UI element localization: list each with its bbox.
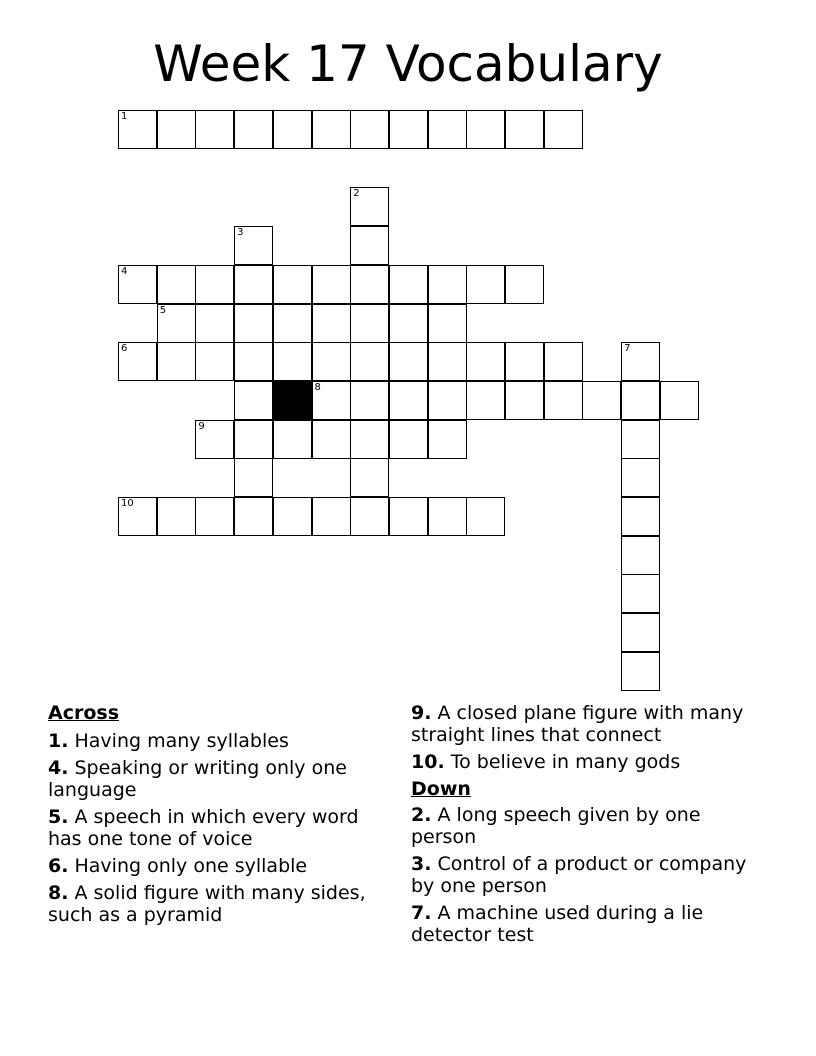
grid-cell[interactable] xyxy=(350,458,389,497)
clue-across-1 xyxy=(48,730,393,752)
grid-cell[interactable] xyxy=(428,304,467,343)
cell-letter-input[interactable] xyxy=(274,266,311,303)
cell-letter-input[interactable] xyxy=(313,343,350,380)
grid-cell[interactable] xyxy=(505,342,544,381)
cell-letter-input[interactable] xyxy=(235,305,272,342)
cell-letter-input[interactable] xyxy=(235,421,272,458)
grid-cell[interactable] xyxy=(118,265,157,304)
cell-letter-input[interactable] xyxy=(235,498,272,535)
clue-text: A speech in which every word has one tone of voice xyxy=(48,806,359,850)
cell-letter-input[interactable] xyxy=(351,305,388,342)
cell-letter-input[interactable] xyxy=(351,459,388,496)
cell-letter-input[interactable] xyxy=(467,266,504,303)
grid-cell[interactable] xyxy=(350,226,389,265)
grid-cell[interactable] xyxy=(195,342,234,381)
cell-letter-input[interactable] xyxy=(351,421,388,458)
grid-cell[interactable] xyxy=(428,110,467,149)
grid-cell[interactable] xyxy=(312,381,351,420)
cell-letter-input[interactable] xyxy=(429,421,466,458)
cell-letter-input[interactable] xyxy=(158,305,195,342)
cell-letter-input[interactable] xyxy=(235,111,272,148)
cell-letter-input[interactable] xyxy=(313,111,350,148)
cell-letter-input[interactable] xyxy=(622,421,659,458)
grid-cell[interactable] xyxy=(350,110,389,149)
grid-cell[interactable] xyxy=(621,342,660,381)
clue-across-6 xyxy=(48,855,393,877)
grid-cell[interactable] xyxy=(195,110,234,149)
grid-cell[interactable] xyxy=(273,497,312,536)
grid-cell[interactable] xyxy=(118,110,157,149)
clue-number: 8. xyxy=(48,882,69,904)
clue-across-4 xyxy=(48,757,393,801)
clue-number: 7. xyxy=(411,902,432,924)
clue-text: A machine used during a lie detector test xyxy=(411,902,704,946)
cell-letter-input[interactable] xyxy=(622,459,659,496)
clue-text: A solid figure with many sides, such as a pyramid xyxy=(48,882,366,926)
grid-cell[interactable] xyxy=(157,497,196,536)
cell-letter-input[interactable] xyxy=(235,343,272,380)
grid-cell[interactable] xyxy=(466,342,505,381)
cell-letter-input[interactable] xyxy=(274,421,311,458)
grid-cell[interactable] xyxy=(312,497,351,536)
grid-cell[interactable] xyxy=(234,420,273,459)
cell-letter-input[interactable] xyxy=(351,266,388,303)
cell-letter-input[interactable] xyxy=(545,382,582,419)
clue-text: Having many syllables xyxy=(74,730,289,752)
cell-letter-input[interactable] xyxy=(622,537,659,574)
grid-cell[interactable] xyxy=(582,381,621,420)
grid-cell[interactable] xyxy=(505,381,544,420)
grid-cell[interactable] xyxy=(428,381,467,420)
cell-letter-input[interactable] xyxy=(622,614,659,651)
cell-letter-input[interactable] xyxy=(661,382,698,419)
cell-letter-input[interactable] xyxy=(390,421,427,458)
grid-cell[interactable] xyxy=(273,265,312,304)
cell-letter-input[interactable] xyxy=(196,498,233,535)
clue-across-10 xyxy=(411,751,771,773)
grid-cell[interactable] xyxy=(195,304,234,343)
grid-cell[interactable] xyxy=(621,613,660,652)
grid-cell[interactable] xyxy=(350,342,389,381)
cell-number: 3 xyxy=(237,227,244,239)
clue-text: Having only one syllable xyxy=(74,855,308,877)
grid-cell[interactable] xyxy=(195,497,234,536)
cell-letter-input[interactable] xyxy=(196,266,233,303)
grid-cell[interactable] xyxy=(273,342,312,381)
grid-cell[interactable] xyxy=(350,420,389,459)
cell-letter-input[interactable] xyxy=(119,343,156,380)
cell-letter-input[interactable] xyxy=(235,266,272,303)
cell-letter-input[interactable] xyxy=(622,343,659,380)
grid-cell[interactable] xyxy=(621,381,660,420)
cell-number: 5 xyxy=(159,304,167,316)
cell-letter-input[interactable] xyxy=(506,266,543,303)
cell-letter-input[interactable] xyxy=(622,498,659,535)
grid-cell[interactable] xyxy=(428,342,467,381)
cell-letter-input[interactable] xyxy=(274,343,311,380)
cell-letter-input[interactable] xyxy=(158,111,195,148)
cell-letter-input[interactable] xyxy=(467,382,504,419)
grid-cell[interactable] xyxy=(350,381,389,420)
grid-cell[interactable] xyxy=(157,342,196,381)
grid-cell[interactable] xyxy=(621,420,660,459)
cell-letter-input[interactable] xyxy=(583,382,620,419)
grid-cell[interactable] xyxy=(312,265,351,304)
cell-letter-input[interactable] xyxy=(506,382,543,419)
clue-text: A long speech given by one person xyxy=(411,804,701,848)
cell-letter-input[interactable] xyxy=(196,111,233,148)
grid-cell[interactable] xyxy=(234,497,273,536)
grid-cell[interactable] xyxy=(312,420,351,459)
cell-letter-input[interactable] xyxy=(390,305,427,342)
grid-cell[interactable] xyxy=(389,342,428,381)
clue-across-8 xyxy=(48,882,393,926)
grid-cell[interactable] xyxy=(273,110,312,149)
grid-cell[interactable] xyxy=(350,265,389,304)
grid-cell[interactable] xyxy=(312,304,351,343)
down-heading: Down xyxy=(411,778,471,800)
grid-cell[interactable] xyxy=(389,304,428,343)
cell-letter-input[interactable] xyxy=(158,266,195,303)
cell-letter-input[interactable] xyxy=(158,343,195,380)
cell-letter-input[interactable] xyxy=(467,343,504,380)
cell-number: 1 xyxy=(121,111,128,122)
cell-letter-input[interactable] xyxy=(545,343,582,380)
grid-cell[interactable] xyxy=(544,110,583,149)
grid-cell[interactable] xyxy=(234,381,273,420)
grid-cell[interactable] xyxy=(350,497,389,536)
grid-cell[interactable] xyxy=(234,110,273,149)
grid-cell[interactable] xyxy=(544,381,583,420)
clue-text: Control of a product or company by one person xyxy=(411,853,747,897)
cell-letter-input[interactable] xyxy=(235,459,272,496)
clue-number: 4. xyxy=(48,757,69,779)
grid-cell[interactable] xyxy=(234,342,273,381)
cell-letter-input[interactable] xyxy=(351,227,388,264)
cell-letter-input[interactable] xyxy=(351,188,388,225)
grid-cell[interactable] xyxy=(621,652,660,691)
cell-letter-input[interactable] xyxy=(622,575,659,612)
cell-letter-input[interactable] xyxy=(351,498,388,535)
cell-letter-input[interactable] xyxy=(313,498,350,535)
grid-cell[interactable] xyxy=(234,226,273,265)
grid-cell[interactable] xyxy=(350,304,389,343)
grid-cell[interactable] xyxy=(505,265,544,304)
cell-letter-input[interactable] xyxy=(622,653,659,690)
cell-letter-input[interactable] xyxy=(119,498,156,535)
across-heading: Across xyxy=(48,702,120,724)
cell-letter-input[interactable] xyxy=(390,111,427,148)
cell-letter-input[interactable] xyxy=(429,111,466,148)
grid-cell[interactable] xyxy=(621,574,660,613)
cell-letter-input[interactable] xyxy=(622,382,659,419)
grid-cell[interactable] xyxy=(428,497,467,536)
cell-letter-input[interactable] xyxy=(390,266,427,303)
grid-cell[interactable] xyxy=(621,497,660,536)
grid-cell[interactable] xyxy=(195,420,234,459)
cell-number: 9 xyxy=(198,420,205,432)
clues-column-left xyxy=(48,702,393,931)
grid-cell[interactable] xyxy=(234,304,273,343)
clue-number: 10. xyxy=(411,751,445,773)
grid-cell[interactable] xyxy=(389,265,428,304)
clue-down-2 xyxy=(411,804,771,848)
cell-letter-input[interactable] xyxy=(351,343,388,380)
grid-cell[interactable] xyxy=(389,497,428,536)
clue-text: A closed plane figure with many straight lines that connect xyxy=(411,702,744,746)
clue-number: 2. xyxy=(411,804,432,826)
black-cell xyxy=(273,381,312,420)
grid-cell[interactable] xyxy=(350,187,389,226)
cell-letter-input[interactable] xyxy=(235,382,272,419)
grid-cell[interactable] xyxy=(273,304,312,343)
cell-letter-input[interactable] xyxy=(429,266,466,303)
grid-cell[interactable] xyxy=(234,265,273,304)
cell-number: 7 xyxy=(624,343,631,355)
cell-letter-input[interactable] xyxy=(274,498,311,535)
clue-number: 3. xyxy=(411,853,432,875)
cell-letter-input[interactable] xyxy=(390,343,427,380)
grid-cell[interactable] xyxy=(428,265,467,304)
grid-cell[interactable] xyxy=(660,381,699,420)
cell-letter-input[interactable] xyxy=(429,498,466,535)
grid-cell[interactable] xyxy=(312,110,351,149)
clue-down-7 xyxy=(411,902,771,946)
clue-text: Speaking or writing only one language xyxy=(48,757,347,801)
clue-number: 1. xyxy=(48,730,69,752)
cell-letter-input[interactable] xyxy=(158,498,195,535)
clue-number: 5. xyxy=(48,806,69,828)
grid-cell[interactable] xyxy=(157,110,196,149)
grid-cell[interactable] xyxy=(544,342,583,381)
grid-cell[interactable] xyxy=(621,458,660,497)
grid-cell[interactable] xyxy=(195,265,234,304)
cell-letter-input[interactable] xyxy=(119,111,156,148)
cell-letter-input[interactable] xyxy=(274,305,311,342)
grid-cell[interactable] xyxy=(389,110,428,149)
grid-cell[interactable] xyxy=(428,420,467,459)
cell-number: 8 xyxy=(314,381,321,393)
clue-across-9 xyxy=(411,702,771,746)
cell-letter-input[interactable] xyxy=(351,382,388,419)
clues-column-right xyxy=(411,702,771,951)
cell-letter-input[interactable] xyxy=(467,498,504,535)
grid-cell[interactable] xyxy=(621,536,660,575)
grid-cell[interactable] xyxy=(466,265,505,304)
grid-cell[interactable] xyxy=(466,381,505,420)
cell-letter-input[interactable] xyxy=(506,111,543,148)
cell-letter-input[interactable] xyxy=(196,421,233,458)
grid-cell[interactable] xyxy=(466,497,505,536)
cell-letter-input[interactable] xyxy=(196,343,233,380)
cell-letter-input[interactable] xyxy=(429,382,466,419)
cell-number: 2 xyxy=(353,188,360,200)
clue-number: 6. xyxy=(48,855,69,877)
cell-letter-input[interactable] xyxy=(196,305,233,342)
grid-cell[interactable] xyxy=(466,110,505,149)
cell-letter-input[interactable] xyxy=(119,266,156,303)
grid-cell[interactable] xyxy=(118,342,157,381)
clue-text: To believe in many gods xyxy=(450,751,681,773)
cell-number: 6 xyxy=(121,343,128,355)
grid-cell[interactable] xyxy=(234,458,273,497)
grid-cell[interactable] xyxy=(157,265,196,304)
page-title: Week 17 Vocabulary xyxy=(153,35,663,93)
cell-number: 4 xyxy=(121,265,128,277)
grid-cell[interactable] xyxy=(505,110,544,149)
cell-letter-input[interactable] xyxy=(506,343,543,380)
cell-letter-input[interactable] xyxy=(429,343,466,380)
clue-number: 9. xyxy=(411,702,432,724)
cell-letter-input[interactable] xyxy=(467,111,504,148)
grid-cell[interactable] xyxy=(389,420,428,459)
cell-letter-input[interactable] xyxy=(313,421,350,458)
grid-cell[interactable] xyxy=(157,304,196,343)
cell-letter-input[interactable] xyxy=(313,266,350,303)
cell-letter-input[interactable] xyxy=(429,305,466,342)
clue-across-5 xyxy=(48,806,393,850)
cell-letter-input[interactable] xyxy=(313,305,350,342)
cell-letter-input[interactable] xyxy=(390,498,427,535)
cell-letter-input[interactable] xyxy=(274,111,311,148)
cell-letter-input[interactable] xyxy=(313,382,350,419)
cell-letter-input[interactable] xyxy=(235,227,272,264)
cell-number: 10 xyxy=(121,498,134,509)
grid-cell[interactable] xyxy=(389,381,428,420)
cell-letter-input[interactable] xyxy=(351,111,388,148)
cell-letter-input[interactable] xyxy=(390,382,427,419)
grid-cell[interactable] xyxy=(273,420,312,459)
grid-cell[interactable] xyxy=(312,342,351,381)
clue-down-3 xyxy=(411,853,771,897)
grid-cell[interactable] xyxy=(118,497,157,536)
cell-letter-input[interactable] xyxy=(545,111,582,148)
